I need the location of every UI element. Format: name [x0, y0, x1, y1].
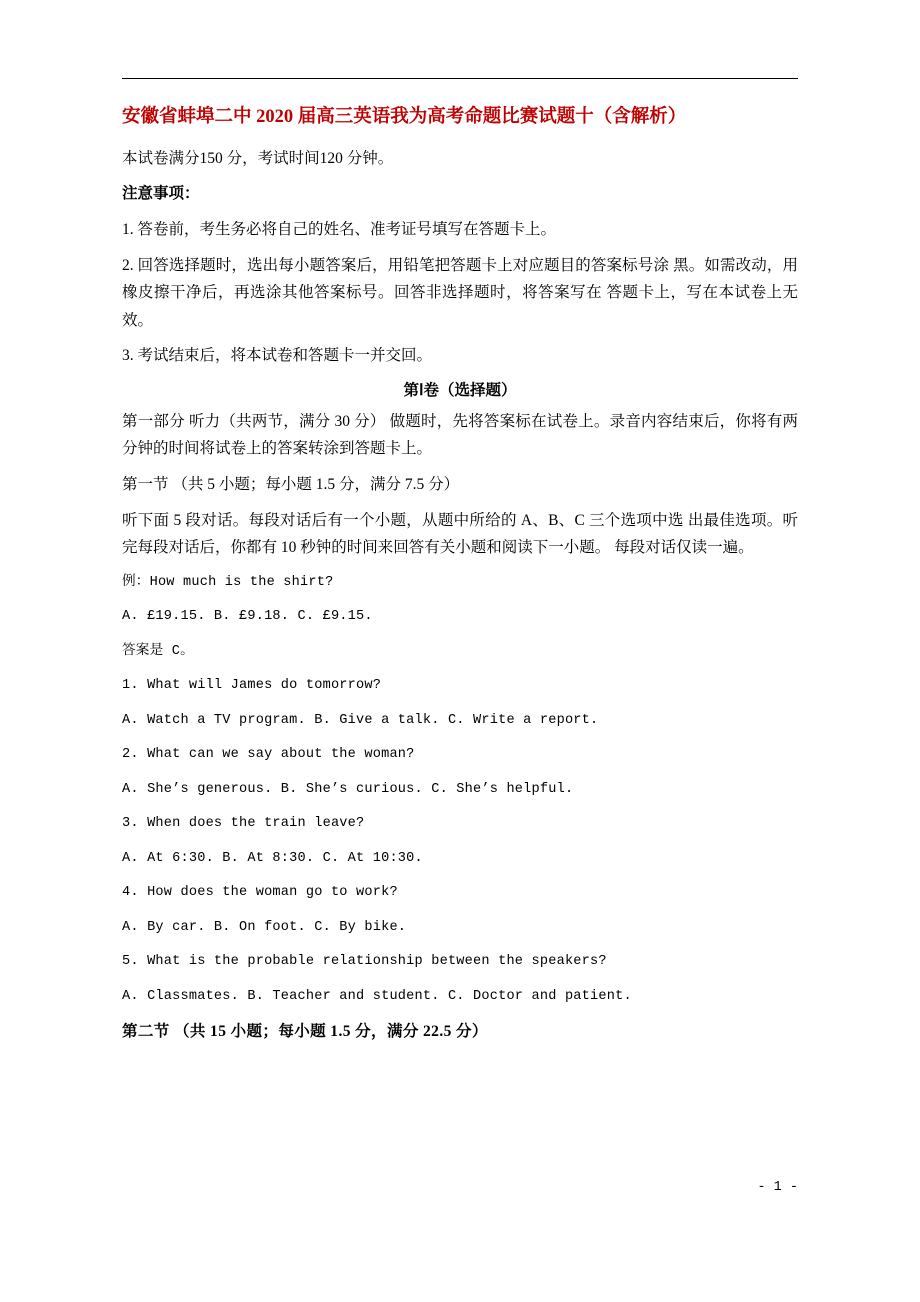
example-options: A. £19.15. B. £9.18. C. £9.15.: [122, 609, 373, 625]
question-2-options: A. She’s generous. B. She’s curious. C. She’s helpful.: [122, 781, 574, 797]
subsection-one-instructions: 听下面 5 段对话。每段对话后有一个小题，从题中所给的 A、B、C 三个选项中选 出最佳选项。听完每段对话后，你都有 10 秒钟的时间来回答有关小题和阅读下一小题。 每段对话仅读一遍。: [122, 511, 798, 557]
document-subtitle: 本试卷满分150 分，考试时间120 分钟。: [122, 149, 394, 167]
page-title: 安徽省蚌埠二中 2020 届高三英语我为高考命题比赛试题十（含解析）: [122, 107, 687, 127]
question-2: 2. What can we say about the woman?: [122, 747, 415, 763]
example-question: 例：How much is the shirt?: [122, 574, 334, 590]
question-5-options: A. Classmates. B. Teacher and student. C. Doctor and patient.: [122, 988, 632, 1004]
page-number: - 1 -: [757, 1180, 798, 1195]
document-body: [122, 104, 798, 1054]
subsection-two-heading: 第二节 （共 15 小题；每小题 1.5 分，满分 22.5 分）: [122, 1023, 488, 1041]
notice-item-1: 1. 答卷前，考生务必将自己的姓名、准考证号填写在答题卡上。: [122, 220, 557, 238]
section-heading: 第Ⅰ卷（选择题）: [403, 381, 517, 399]
question-1: 1. What will James do tomorrow?: [122, 678, 382, 694]
question-4-options: A. By car. B. On foot. C. By bike.: [122, 919, 407, 935]
question-5: 5. What is the probable relationship between the speakers?: [122, 954, 607, 970]
example-answer: 答案是 C。: [122, 643, 194, 659]
subsection-one-heading: 第一节 （共 5 小题；每小题 1.5 分，满分 7.5 分）: [122, 476, 460, 494]
header-divider: [122, 78, 798, 79]
question-3-options: A. At 6:30. B. At 8:30. C. At 10:30.: [122, 850, 423, 866]
notice-item-2: 2. 回答选择题时，选出每小题答案后，用铅笔把答题卡上对应题目的答案标号涂 黑。如需改动，用橡皮擦干净后，再选涂其他答案标号。回答非选择题时，将答案写在 答题卡上，写在本试卷上无效。: [122, 256, 798, 329]
question-1-options: A. Watch a TV program. B. Give a talk. C. Write a report.: [122, 712, 599, 728]
notice-heading: 注意事项：: [122, 185, 200, 203]
question-4: 4. How does the woman go to work?: [122, 885, 398, 901]
part-one-intro: 第一部分 听力（共两节，满分 30 分） 做题时，先将答案标在试卷上。录音内容结束后，你将有两分钟的时间将试卷上的答案转涂到答题卡上。: [122, 412, 798, 458]
notice-item-3: 3. 考试结束后，将本试卷和答题卡一并交回。: [122, 347, 433, 365]
question-3: 3. When does the train leave?: [122, 816, 365, 832]
